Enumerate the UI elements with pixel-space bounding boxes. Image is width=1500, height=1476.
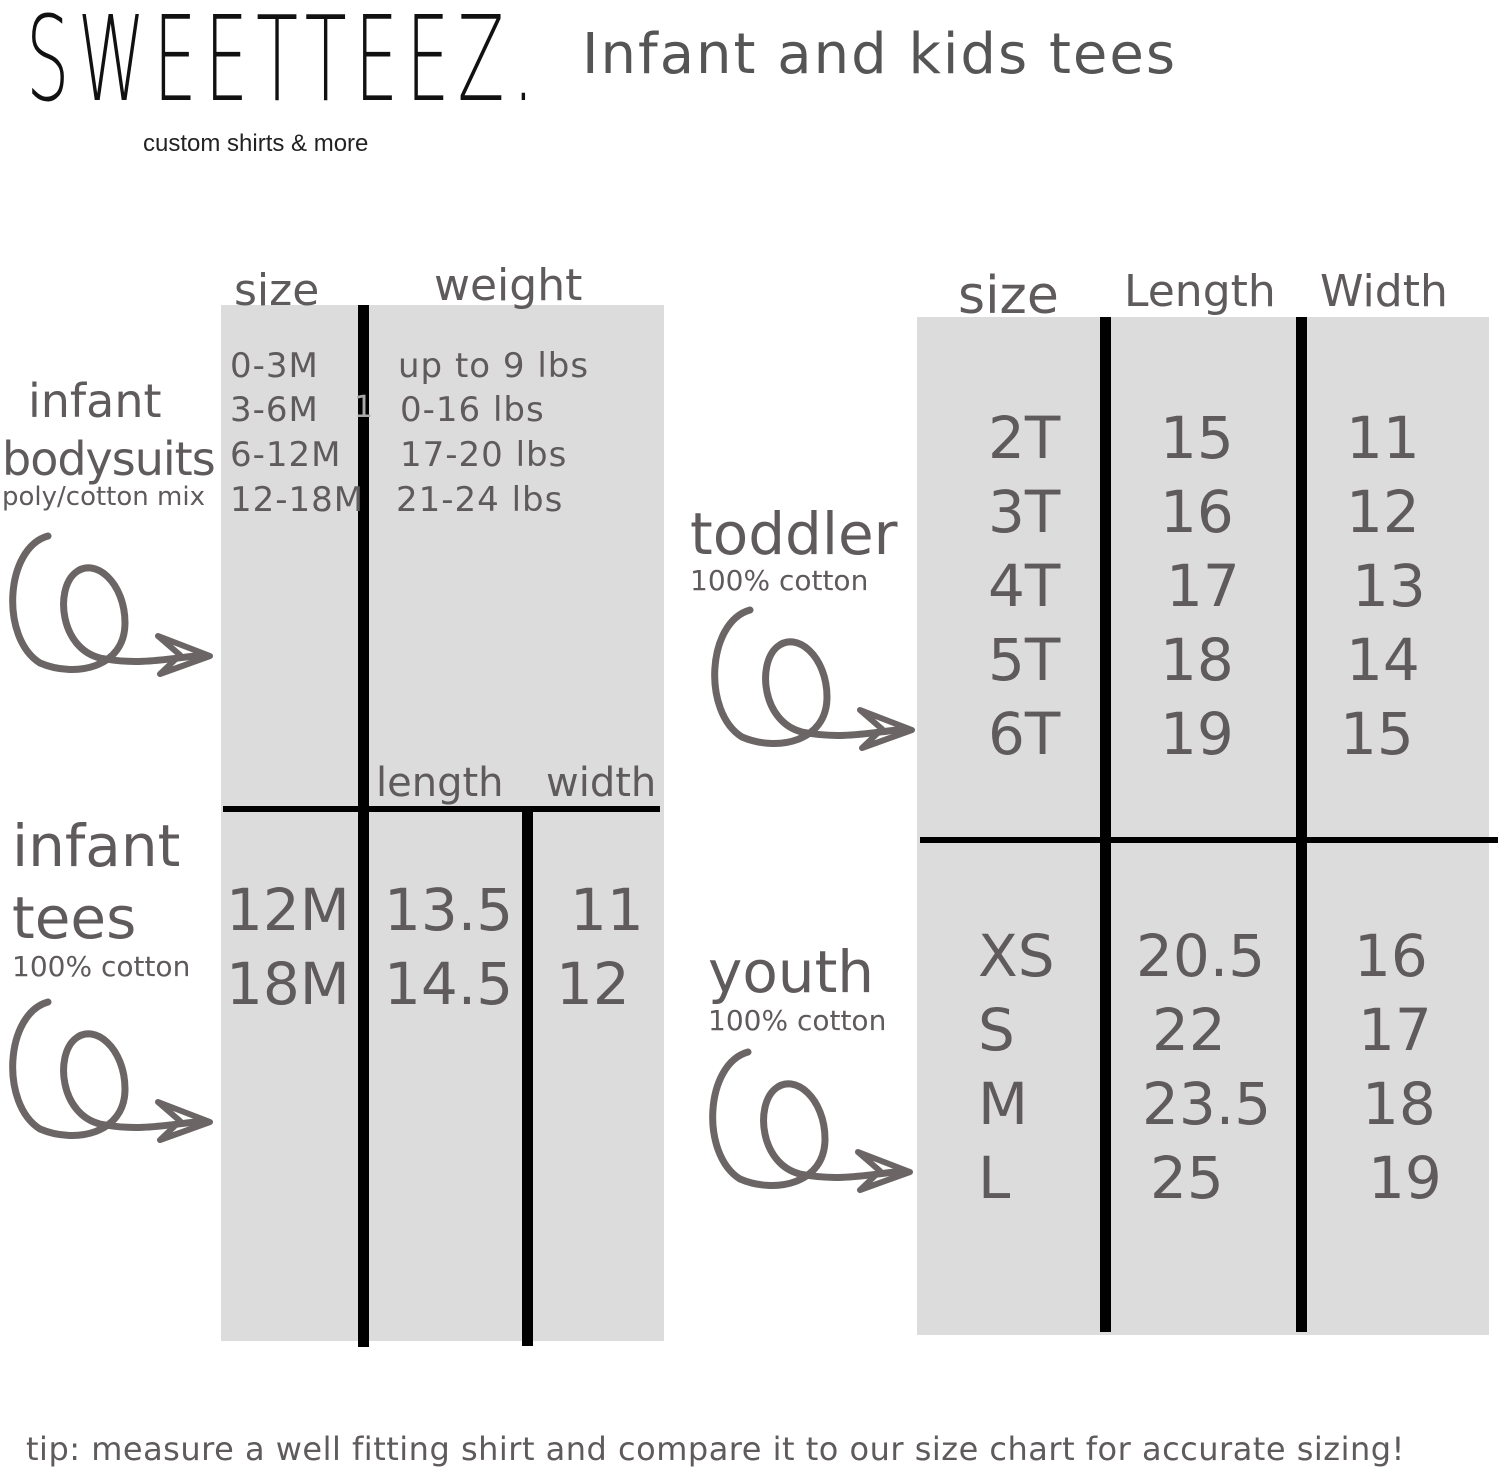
youth-width-2: 18 — [1362, 1070, 1436, 1138]
infant-divider-horizontal — [223, 806, 660, 812]
brand-tagline: custom shirts & more — [143, 130, 369, 157]
youth-length-2: 23.5 — [1142, 1070, 1272, 1138]
tees-material: 100% cotton — [12, 950, 191, 983]
page-title: Infant and kids tees — [582, 22, 1177, 87]
stray-mark: 1 — [354, 390, 375, 425]
toddler-label: toddler — [690, 500, 898, 568]
sizing-tip: tip: measure a well fitting shirt and compare it to our size chart for accurate sizing! — [26, 1430, 1405, 1468]
kids-length-header: Length — [1124, 266, 1276, 317]
tees-length-1: 14.5 — [384, 950, 514, 1018]
toddler-size-4: 6T — [988, 700, 1061, 768]
infant-divider-vertical — [358, 305, 369, 1347]
kids-width-header: Width — [1320, 266, 1448, 317]
tees-label-line2: tees — [12, 884, 137, 952]
bodysuit-weight-0: up to 9 lbs — [398, 346, 590, 386]
youth-material: 100% cotton — [708, 1004, 887, 1037]
bodysuit-size-3: 12-18M — [230, 480, 365, 520]
toddler-size-0: 2T — [988, 404, 1061, 472]
bodysuits-material: poly/cotton mix — [2, 482, 205, 512]
youth-size-0: XS — [978, 922, 1055, 990]
kids-divider-vertical-2 — [1296, 317, 1307, 1332]
bodysuits-label-line1: infant — [28, 374, 162, 428]
tees-size-0: 12M — [226, 876, 350, 944]
toddler-length-2: 17 — [1166, 552, 1240, 620]
toddler-size-3: 5T — [988, 626, 1061, 694]
youth-length-3: 25 — [1150, 1144, 1224, 1212]
kids-size-header: size — [958, 266, 1059, 326]
infant-tees-divider-vertical — [522, 812, 533, 1346]
tees-width-1: 12 — [556, 950, 630, 1018]
bodysuits-weight-header: weight — [434, 260, 583, 311]
kids-divider-vertical-1 — [1100, 317, 1111, 1332]
toddler-width-3: 14 — [1346, 626, 1420, 694]
bodysuit-size-0: 0-3M — [230, 346, 319, 386]
bodysuit-weight-3: 21-24 lbs — [396, 480, 564, 520]
bodysuit-size-2: 6-12M — [230, 435, 342, 475]
tees-length-0: 13.5 — [384, 876, 514, 944]
tees-label-line1: infant — [12, 812, 181, 880]
youth-width-1: 17 — [1358, 996, 1432, 1064]
youth-size-2: M — [978, 1070, 1029, 1138]
kids-divider-horizontal — [920, 837, 1498, 843]
bodysuit-size-1: 3-6M — [230, 390, 319, 430]
youth-size-1: S — [978, 996, 1015, 1064]
tees-size-1: 18M — [226, 950, 350, 1018]
toddler-size-1: 3T — [988, 478, 1061, 546]
toddler-size-2: 4T — [988, 552, 1061, 620]
bodysuit-weight-1: 0-16 lbs — [400, 390, 545, 430]
toddler-width-1: 12 — [1346, 478, 1420, 546]
toddler-length-4: 19 — [1160, 700, 1234, 768]
youth-size-3: L — [978, 1144, 1011, 1212]
tees-length-header: length — [376, 760, 504, 806]
swirl-arrow-icon — [0, 528, 220, 688]
swirl-arrow-icon — [0, 994, 220, 1154]
youth-width-0: 16 — [1354, 922, 1428, 990]
youth-length-0: 20.5 — [1136, 922, 1266, 990]
youth-label: youth — [708, 938, 875, 1006]
tees-width-0: 11 — [570, 876, 644, 944]
toddler-length-3: 18 — [1160, 626, 1234, 694]
youth-length-1: 22 — [1152, 996, 1226, 1064]
youth-width-3: 19 — [1368, 1144, 1442, 1212]
toddler-material: 100% cotton — [690, 564, 869, 597]
toddler-width-0: 11 — [1346, 404, 1420, 472]
brand-logo: SWEETTEEZ. — [26, 0, 543, 128]
toddler-width-4: 15 — [1340, 700, 1414, 768]
swirl-arrow-icon — [702, 602, 922, 762]
bodysuit-weight-2: 17-20 lbs — [400, 435, 568, 475]
bodysuits-label-line2: bodysuits — [2, 432, 215, 486]
toddler-length-0: 15 — [1160, 404, 1234, 472]
swirl-arrow-icon — [700, 1044, 920, 1204]
toddler-length-1: 16 — [1160, 478, 1234, 546]
tees-width-header: width — [546, 760, 657, 806]
bodysuits-size-header: size — [234, 265, 320, 316]
toddler-width-2: 13 — [1352, 552, 1426, 620]
